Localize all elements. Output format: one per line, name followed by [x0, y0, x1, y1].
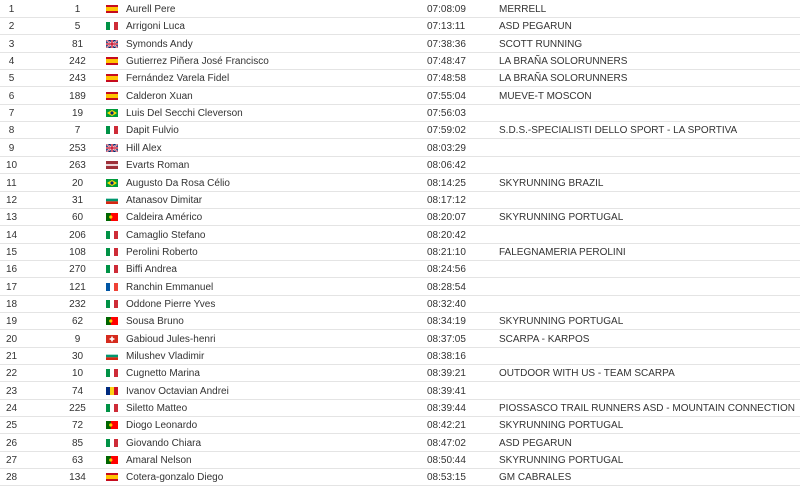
- flag-switzerland-icon: [106, 335, 118, 343]
- flag-portugal-icon: [106, 213, 118, 221]
- flag-portugal-icon: [106, 456, 118, 464]
- team-cell: MERRELL: [499, 4, 547, 15]
- flag-italy-icon: [106, 404, 118, 412]
- table-row: [0, 70, 800, 87]
- table-row: [0, 1, 800, 18]
- flag-italy-icon: [106, 248, 118, 256]
- team-cell: SCARPA - KARPOS: [499, 333, 590, 345]
- finish-time-cell: 07:48:58: [427, 73, 466, 85]
- finish-time-cell: 08:06:42: [427, 160, 466, 172]
- flag-italy-icon: [106, 300, 118, 308]
- athlete-name-cell: Milushev Vladimir: [126, 351, 205, 362]
- bib-number-cell: 225: [69, 403, 86, 415]
- flag-portugal-icon: [106, 421, 118, 429]
- bib-number-cell: 63: [71, 455, 84, 467]
- position-cell: 6: [8, 90, 15, 102]
- position-cell: 4: [8, 56, 15, 68]
- position-cell: 21: [5, 351, 18, 362]
- athlete-name-cell: Camaglio Stefano: [126, 229, 206, 241]
- team-cell: SKYRUNNING PORTUGAL: [499, 212, 624, 224]
- flag-brazil-icon: [106, 109, 118, 117]
- bib-number-cell: 270: [69, 264, 86, 276]
- finish-time-cell: 07:56:03: [427, 108, 466, 120]
- bib-number-cell: 85: [71, 437, 84, 449]
- position-cell: 28: [5, 472, 18, 484]
- bib-number-cell: 108: [69, 246, 86, 258]
- athlete-name-cell: Oddone Pierre Yves: [126, 298, 216, 310]
- table-row: [0, 88, 800, 105]
- finish-time-cell: 08:20:07: [427, 212, 466, 224]
- athlete-name-cell: Calderon Xuan: [126, 90, 193, 102]
- flag-spain-icon: [106, 5, 118, 13]
- table-row: [0, 261, 800, 278]
- bib-number-cell: 62: [71, 316, 84, 328]
- bib-number-cell: 81: [71, 38, 84, 50]
- position-cell: 15: [5, 246, 18, 258]
- team-cell: SCOTT RUNNING: [499, 38, 583, 50]
- position-cell: 9: [8, 142, 15, 154]
- finish-time-cell: 08:14:25: [427, 177, 466, 189]
- athlete-name-cell: Siletto Matteo: [126, 403, 188, 415]
- bib-number-cell: 5: [74, 21, 81, 33]
- flag-italy-icon: [106, 126, 118, 134]
- flag-italy-icon: [106, 265, 118, 273]
- table-row: [0, 192, 800, 209]
- athlete-name-cell: Giovando Chiara: [126, 437, 202, 449]
- flag-portugal-icon: [106, 317, 118, 325]
- position-cell: 5: [8, 73, 15, 85]
- athlete-name-cell: Ivanov Octavian Andrei: [126, 385, 229, 397]
- finish-time-cell: 08:28:54: [427, 281, 466, 293]
- table-row: [0, 209, 800, 226]
- position-cell: 3: [8, 38, 15, 50]
- finish-time-cell: 08:37:05: [427, 333, 466, 345]
- athlete-name-cell: Symonds Andy: [126, 38, 193, 50]
- team-cell: LA BRAÑA SOLORUNNERS: [499, 56, 628, 68]
- finish-time-cell: 08:32:40: [427, 298, 466, 310]
- team-cell: SKYRUNNING PORTUGAL: [499, 420, 624, 432]
- finish-time-cell: 07:38:36: [427, 38, 466, 50]
- athlete-name-cell: Arrigoni Luca: [126, 21, 185, 33]
- flag-bulgaria-icon: [106, 196, 118, 204]
- athlete-name-cell: Diogo Leonardo: [126, 420, 198, 432]
- finish-time-cell: 08:47:02: [427, 437, 466, 449]
- team-cell: SKYRUNNING PORTUGAL: [499, 455, 624, 467]
- flag-romania-icon: [106, 387, 118, 395]
- position-cell: 8: [8, 125, 15, 137]
- athlete-name-cell: Amaral Nelson: [126, 455, 192, 467]
- athlete-name-cell: Biffi Andrea: [126, 264, 177, 276]
- finish-time-cell: 08:20:42: [427, 229, 466, 241]
- position-cell: 25: [5, 420, 18, 432]
- athlete-name-cell: Gutierrez Piñera José Francisco: [126, 56, 269, 68]
- finish-time-cell: 08:53:15: [427, 472, 466, 484]
- athlete-name-cell: Evarts Roman: [126, 160, 190, 172]
- athlete-name-cell: Cugnetto Marina: [126, 368, 200, 380]
- position-cell: 12: [5, 194, 18, 206]
- position-cell: 20: [5, 333, 18, 345]
- position-cell: 24: [5, 403, 18, 415]
- flag-italy-icon: [106, 231, 118, 239]
- table-row: [0, 53, 800, 70]
- bib-number-cell: 134: [69, 472, 86, 484]
- table-row: [0, 18, 800, 35]
- position-cell: 17: [5, 281, 18, 293]
- finish-time-cell: 08:17:12: [427, 194, 466, 206]
- position-cell: 1: [8, 4, 15, 15]
- team-cell: OUTDOOR WITH US - TEAM SCARPA: [499, 368, 675, 380]
- table-row: [0, 452, 800, 469]
- bib-number-cell: 253: [69, 142, 86, 154]
- position-cell: 18: [5, 298, 18, 310]
- athlete-name-cell: Ranchin Emmanuel: [126, 281, 214, 293]
- finish-time-cell: 07:48:47: [427, 56, 466, 68]
- bib-number-cell: 19: [71, 108, 84, 120]
- bib-number-cell: 31: [71, 194, 84, 206]
- position-cell: 13: [5, 212, 18, 224]
- finish-time-cell: 08:03:29: [427, 142, 466, 154]
- flag-bulgaria-icon: [106, 352, 118, 360]
- finish-time-cell: 07:13:11: [427, 21, 466, 33]
- bib-number-cell: 74: [71, 385, 84, 397]
- finish-time-cell: 08:38:16: [427, 351, 466, 362]
- team-cell: PIOSSASCO TRAIL RUNNERS ASD - MOUNTAIN CONNECTION: [499, 403, 795, 415]
- flag-france-icon: [106, 283, 118, 291]
- flag-italy-icon: [106, 369, 118, 377]
- team-cell: SKYRUNNING PORTUGAL: [499, 316, 624, 328]
- table-row: [0, 227, 800, 244]
- position-cell: 10: [5, 160, 18, 172]
- bib-number-cell: 1: [74, 4, 81, 15]
- position-cell: 11: [6, 177, 17, 189]
- flag-italy-icon: [106, 22, 118, 30]
- bib-number-cell: 30: [71, 351, 84, 362]
- table-row: [0, 331, 800, 348]
- athlete-name-cell: Perolini Roberto: [126, 246, 198, 258]
- athlete-name-cell: Caldeira Américo: [126, 212, 203, 224]
- athlete-name-cell: Augusto Da Rosa Célio: [126, 177, 230, 189]
- table-row: [0, 140, 800, 157]
- table-row: [0, 400, 800, 417]
- position-cell: 19: [5, 316, 18, 328]
- flag-italy-icon: [106, 439, 118, 447]
- finish-time-cell: 08:34:19: [427, 316, 466, 328]
- flag-uk-icon: [106, 144, 118, 152]
- position-cell: 22: [5, 368, 18, 380]
- flag-spain-icon: [106, 92, 118, 100]
- position-cell: 2: [8, 21, 15, 33]
- table-row: [0, 365, 800, 382]
- bib-number-cell: 121: [69, 281, 86, 293]
- athlete-name-cell: Sousa Bruno: [126, 316, 184, 328]
- table-row: [0, 313, 800, 330]
- table-row: [0, 383, 800, 400]
- flag-spain-icon: [106, 74, 118, 82]
- bib-number-cell: 242: [69, 56, 86, 68]
- table-row: [0, 469, 800, 486]
- table-row: [0, 348, 800, 365]
- flag-spain-icon: [106, 57, 118, 65]
- team-cell: GM CABRALES: [499, 472, 572, 484]
- team-cell: SKYRUNNING BRAZIL: [499, 177, 604, 189]
- flag-spain-icon: [106, 473, 118, 481]
- bib-number-cell: 9: [74, 333, 81, 345]
- table-row: [0, 296, 800, 313]
- bib-number-cell: 7: [74, 125, 81, 137]
- team-cell: ASD PEGARUN: [499, 21, 572, 33]
- team-cell: FALEGNAMERIA PEROLINI: [499, 246, 626, 258]
- athlete-name-cell: Dapit Fulvio: [126, 125, 179, 137]
- position-cell: 16: [5, 264, 18, 276]
- finish-time-cell: 07:08:09: [427, 4, 466, 15]
- athlete-name-cell: Atanasov Dimitar: [126, 194, 203, 206]
- bib-number-cell: 189: [69, 90, 86, 102]
- finish-time-cell: 08:39:44: [427, 403, 466, 415]
- table-row: [0, 417, 800, 434]
- finish-time-cell: 08:50:44: [427, 455, 466, 467]
- finish-time-cell: 07:59:02: [427, 125, 466, 137]
- athlete-name-cell: Hill Alex: [126, 142, 162, 154]
- position-cell: 27: [5, 455, 18, 467]
- table-row: [0, 435, 800, 452]
- bib-number-cell: 10: [71, 368, 84, 380]
- table-row: [0, 122, 800, 139]
- athlete-name-cell: Cotera-gonzalo Diego: [126, 472, 224, 484]
- flag-latvia-icon: [106, 161, 118, 169]
- table-row: [0, 244, 800, 261]
- team-cell: MUEVE-T MOSCON: [499, 90, 592, 102]
- team-cell: ASD PEGARUN: [499, 437, 572, 449]
- finish-time-cell: 08:21:10: [427, 246, 466, 258]
- team-cell: S.D.S.-SPECIALISTI DELLO SPORT - LA SPORTIVA: [499, 125, 738, 137]
- athlete-name-cell: Gabioud Jules-henri: [126, 333, 216, 345]
- finish-time-cell: 07:55:04: [427, 90, 466, 102]
- athlete-name-cell: Aurell Pere: [126, 4, 176, 15]
- bib-number-cell: 263: [69, 160, 86, 172]
- position-cell: 7: [8, 108, 15, 120]
- flag-brazil-icon: [106, 179, 118, 187]
- finish-time-cell: 08:42:21: [427, 420, 466, 432]
- finish-time-cell: 08:39:21: [427, 368, 466, 380]
- flag-uk-icon: [106, 40, 118, 48]
- position-cell: 23: [5, 385, 18, 397]
- table-row: [0, 157, 800, 174]
- team-cell: LA BRAÑA SOLORUNNERS: [499, 73, 628, 85]
- table-row: [0, 105, 800, 122]
- position-cell: 14: [5, 229, 18, 241]
- athlete-name-cell: Fernández Varela Fidel: [126, 73, 230, 85]
- finish-time-cell: 08:39:41: [427, 385, 466, 397]
- bib-number-cell: 72: [71, 420, 84, 432]
- position-cell: 26: [5, 437, 18, 449]
- table-row: [0, 36, 800, 53]
- finish-time-cell: 08:24:56: [427, 264, 466, 276]
- bib-number-cell: 232: [69, 298, 86, 310]
- table-row: [0, 279, 800, 296]
- bib-number-cell: 20: [71, 177, 84, 189]
- bib-number-cell: 60: [71, 212, 84, 224]
- bib-number-cell: 206: [69, 229, 86, 241]
- bib-number-cell: 243: [69, 73, 86, 85]
- athlete-name-cell: Luis Del Secchi Cleverson: [126, 108, 243, 120]
- table-row: [0, 175, 800, 192]
